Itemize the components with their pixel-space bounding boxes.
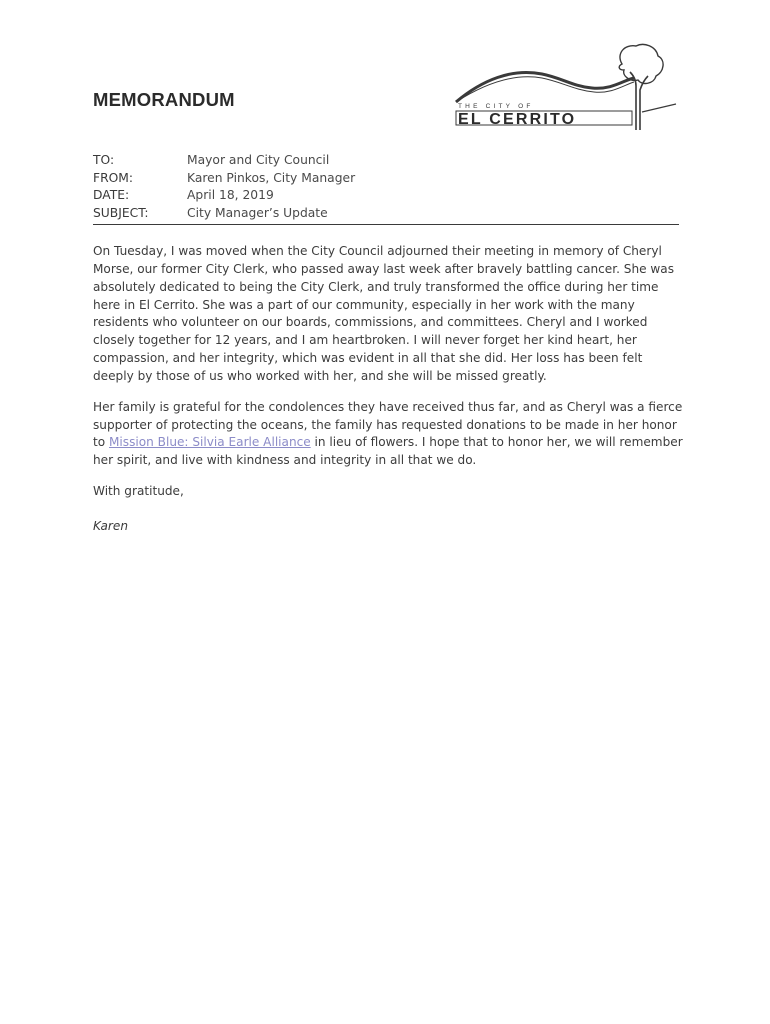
to-value: Mayor and City Council bbox=[187, 153, 330, 167]
memo-header bbox=[93, 152, 679, 223]
date-label: DATE: bbox=[93, 188, 130, 203]
header-row-to bbox=[93, 152, 679, 170]
header-row-date bbox=[93, 187, 679, 205]
logo-tree-canopy bbox=[619, 44, 663, 83]
date-value: April 18, 2019 bbox=[187, 188, 274, 203]
from-label: FROM: bbox=[93, 170, 134, 185]
subject-value: City Manager’s Update bbox=[187, 206, 328, 221]
logo-ground-line bbox=[642, 104, 676, 112]
memo-title: MEMORANDUM bbox=[93, 89, 235, 110]
logo-name: EL CERRITO bbox=[458, 111, 577, 128]
signature: Karen bbox=[93, 518, 128, 533]
body-paragraph-1: On Tuesday, I was moved when the City Council adjourned their meeting in memory of Cheryl Morse, our former City Clerk, who passed away last week after bravely battling cancer. She was absolutely dedicated to being the City Clerk, and truly transformed the office during her time here in El Cerrito. She was a part of our community, especially in her work with the many residents who volunteer on our boards, commissions, and committees. Cheryl and I worked closely together for 12 years, and I am heartbroken. I will never forget her kind heart, her compassion, and her integrity, which was evident in all that she did. Her loss has been felt deeply by those of us who worked with her, and she will be missed greatly. bbox=[93, 244, 675, 383]
header-row-subject bbox=[93, 205, 679, 223]
header-divider bbox=[93, 224, 679, 225]
subject-label: SUBJECT: bbox=[93, 206, 149, 221]
el-cerrito-logo bbox=[452, 40, 682, 132]
header-row-from bbox=[93, 170, 679, 188]
paragraph-2-text-before: Her family is grateful for the condolences they have received thus far, and as Cheryl was a fierce supporter of protecting the oceans, the family has requested donations to be made in her honor to bbox=[93, 399, 683, 450]
memo-body bbox=[93, 243, 683, 536]
body-paragraph-2 bbox=[93, 399, 683, 470]
closing-line: With gratitude, bbox=[93, 484, 184, 499]
to-label: TO: bbox=[93, 153, 115, 167]
mission-blue-link[interactable]: Mission Blue: Silvia Earle Alliance bbox=[109, 435, 311, 450]
logo-small-text: THE CITY OF bbox=[458, 103, 534, 110]
logo-hill-swoosh-inner bbox=[456, 77, 634, 102]
from-value: Karen Pinkos, City Manager bbox=[187, 170, 356, 185]
paragraph-2-text-after: in lieu of flowers. I hope that to honor her, we will remember her spirit, and live with kindness and integrity in all that we do. bbox=[93, 435, 683, 468]
